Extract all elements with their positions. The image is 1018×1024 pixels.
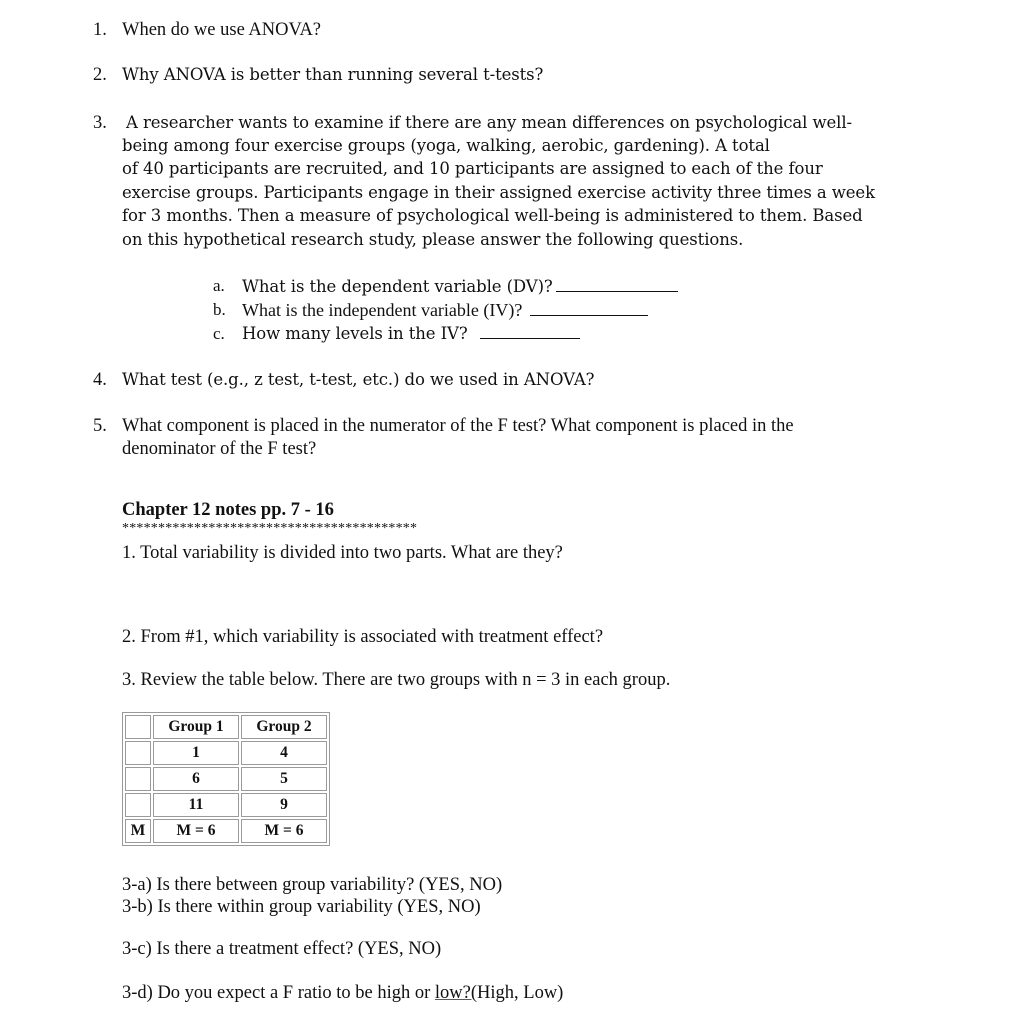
table-cell: 1 <box>153 741 239 765</box>
chapter-item-2: 2. From #1, which variability is associated with treatment effect? <box>122 627 604 647</box>
table-header-cell <box>125 715 151 739</box>
table-header-row <box>125 715 327 739</box>
question-3-line-2: being among four exercise groups (yoga, walking, aerobic, gardening). A total <box>122 136 770 155</box>
table-cell: 6 <box>153 767 239 791</box>
chapter-item-1: 1. Total variability is divided into two parts. What are they? <box>122 543 563 563</box>
chapter-item-3: 3. Review the table below. There are two groups with n = 3 in each group. <box>122 670 671 690</box>
table-row <box>125 741 327 765</box>
question-3-line-4: exercise groups. Participants engage in their assigned exercise activity three times a week <box>122 183 875 202</box>
followup-3c: 3-c) Is there a treatment effect? (YES, NO) <box>122 939 442 959</box>
question-2-number: 2. <box>93 65 107 85</box>
sub-c-question <box>242 324 580 343</box>
sub-a-text: What is the dependent variable (DV)? <box>242 277 553 296</box>
question-5-number: 5. <box>93 416 107 436</box>
table-mean-row <box>125 819 327 843</box>
question-3-number: 3. <box>93 113 107 133</box>
table-cell: M = 6 <box>153 819 239 843</box>
levels-answer-blank[interactable] <box>480 338 580 339</box>
table-row <box>125 767 327 791</box>
question-4-number: 4. <box>93 370 107 390</box>
dv-answer-blank[interactable] <box>556 291 678 292</box>
table-row <box>125 793 327 817</box>
followup-3b: 3-b) Is there within group variability (YES, NO) <box>122 897 481 917</box>
followup-3d <box>122 983 563 1004</box>
followup-3d-link[interactable]: low?( <box>434 983 478 1003</box>
group-scores-table <box>122 712 330 846</box>
table-cell <box>125 793 151 817</box>
question-3-line-1: A researcher wants to examine if there are any mean differences on psychological well- <box>126 113 853 132</box>
chapter-heading: Chapter 12 notes pp. 7 - 16 <box>122 500 334 520</box>
sub-a-label: a. <box>213 276 225 295</box>
star-divider: ***************************************** <box>122 521 418 536</box>
question-5-line-1: What component is placed in the numerator of the F test? What component is placed in the <box>122 416 794 436</box>
followup-3d-options: High, Low) <box>477 983 564 1003</box>
table-cell: 9 <box>241 793 327 817</box>
table-cell: 4 <box>241 741 327 765</box>
question-4-text: What test (e.g., z test, t-test, etc.) do we used in ANOVA? <box>122 370 595 389</box>
table-header-cell: Group 1 <box>153 715 239 739</box>
table-cell: M <box>125 819 151 843</box>
question-3-line-5: for 3 months. Then a measure of psychological well-being is administered to them. Based <box>122 206 863 225</box>
table-cell: 11 <box>153 793 239 817</box>
sub-b-text: What is the independent variable (IV)? <box>242 300 523 320</box>
sub-c-label: c. <box>213 324 225 343</box>
table-cell: 5 <box>241 767 327 791</box>
sub-b-question <box>242 300 648 321</box>
table-cell: M = 6 <box>241 819 327 843</box>
sub-a-question <box>242 277 678 296</box>
sub-b-label: b. <box>213 300 226 319</box>
iv-answer-blank[interactable] <box>530 315 648 316</box>
followup-3d-text: 3-d) Do you expect a F ratio to be high or <box>122 983 435 1003</box>
question-2-text: Why ANOVA is better than running several t-tests? <box>122 65 544 84</box>
followup-3a: 3-a) Is there between group variability? (YES, NO) <box>122 875 503 895</box>
question-5-line-2: denominator of the F test? <box>122 439 317 459</box>
question-1-text: When do we use ANOVA? <box>122 20 322 40</box>
table-cell <box>125 741 151 765</box>
question-3-line-3: of 40 participants are recruited, and 10 participants are assigned to each of the four <box>122 159 823 178</box>
question-1-number: 1. <box>93 20 107 40</box>
question-3-line-6: on this hypothetical research study, please answer the following questions. <box>122 230 744 249</box>
table-header-cell: Group 2 <box>241 715 327 739</box>
table-cell <box>125 767 151 791</box>
sub-c-text: How many levels in the IV? <box>242 324 468 343</box>
